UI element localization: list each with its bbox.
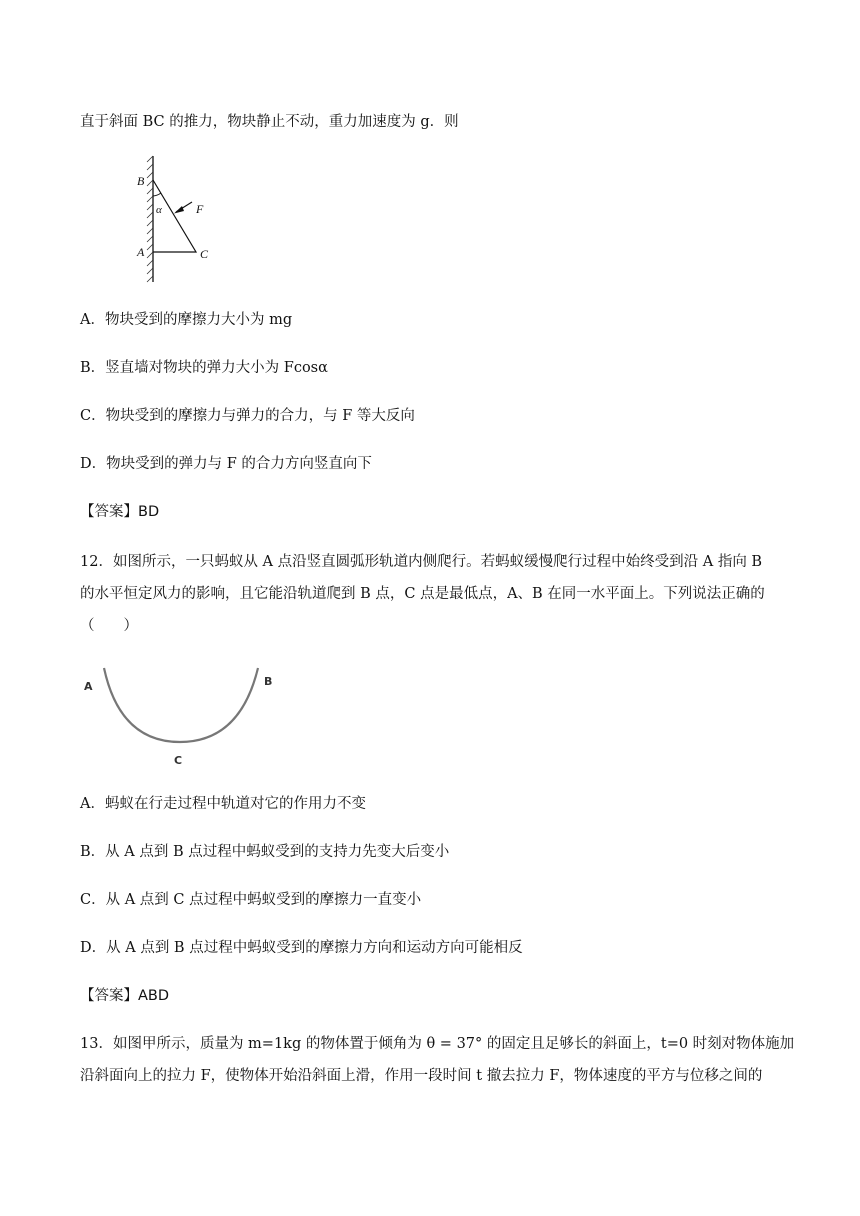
q12-stem-line3: （ ） [80, 618, 138, 634]
label-F: F [196, 202, 204, 216]
q11-answer: 【答案】BD [80, 504, 160, 520]
q12-option-c: C．从 A 点到 C 点过程中蚂蚁受到的摩擦力一直变小 [80, 892, 422, 908]
q11-intro: 直于斜面 BC 的推力，物块静止不动，重力加速度为 g．则 [80, 114, 459, 130]
q12-option-d: D．从 A 点到 B 点过程中蚂蚁受到的摩擦力方向和运动方向可能相反 [80, 940, 523, 956]
q12-figure [80, 662, 280, 772]
label-C: C [174, 754, 183, 767]
alpha-arc [153, 193, 161, 196]
arc-track [104, 668, 258, 742]
wall-hatching [147, 156, 153, 282]
q13-stem-line2: 沿斜面向上的拉力 F，使物体开始沿斜面上滑，作用一段时间 t 撤去拉力 F，物体速度的平方与位移之间的 [80, 1068, 763, 1084]
q12-option-a: A．蚂蚁在行走过程中轨道对它的作用力不变 [80, 796, 366, 812]
q11-option-a: A．物块受到的摩擦力大小为 mg [80, 312, 293, 328]
label-alpha: α [156, 204, 162, 216]
label-B: B [137, 174, 145, 188]
label-A: A [137, 245, 145, 259]
q12-option-b: B．从 A 点到 B 点过程中蚂蚁受到的支持力先变大后变小 [80, 844, 450, 860]
q12-answer: 【答案】ABD [80, 988, 170, 1004]
q11-option-b: B．竖直墙对物块的弹力大小为 Fcosα [80, 360, 328, 376]
q11-option-d: D．物块受到的弹力与 F 的合力方向竖直向下 [80, 456, 372, 472]
label-C: C [200, 247, 209, 261]
q12-stem-line2: 的水平恒定风力的影响，且它能沿轨道爬到 B 点，C 点是最低点，A、B 在同一水平面上。下列说法正确的 [80, 586, 765, 602]
q13-stem-line1: 13．如图甲所示，质量为 m=1kg 的物体置于倾角为 θ = 37° 的固定且足够长的斜面上，t=0 时刻对物体施加 [80, 1036, 795, 1052]
label-B: B [264, 675, 273, 688]
label-A: A [84, 680, 93, 693]
force-arrowhead [174, 206, 184, 214]
q11-figure [130, 150, 230, 290]
block-triangle [153, 180, 196, 252]
q12-stem-line1: 12．如图所示，一只蚂蚁从 A 点沿竖直圆弧形轨道内侧爬行。若蚂蚁缓慢爬行过程中始终受到沿 A 指向 B [80, 554, 763, 570]
q11-option-c: C．物块受到的摩擦力与弹力的合力，与 F 等大反向 [80, 408, 415, 424]
